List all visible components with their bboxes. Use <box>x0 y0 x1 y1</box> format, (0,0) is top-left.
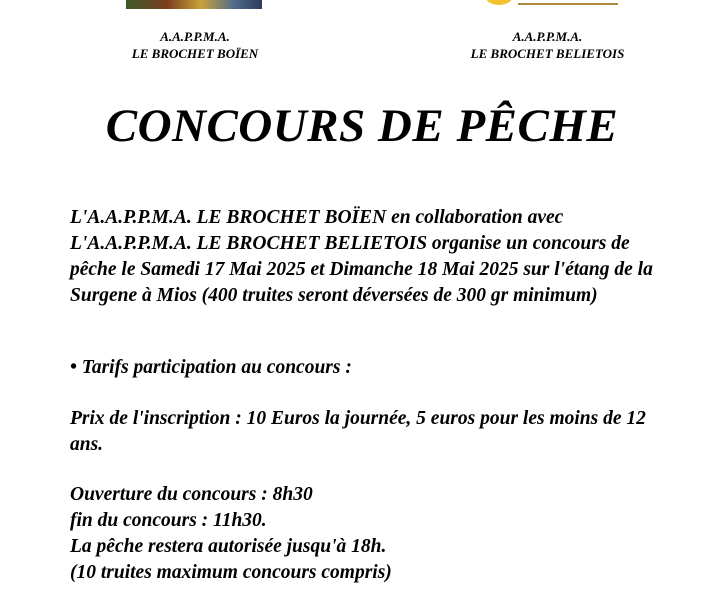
prix-paragraph: Prix de l'inscription : 10 Euros la journée, 5 euros pour les moins de 12 ans. <box>70 408 646 455</box>
association-right <box>445 28 650 62</box>
horaire-fin: fin du concours : 11h30. <box>70 510 267 531</box>
tarifs-heading: • Tarifs participation au concours : <box>70 357 352 378</box>
association-left <box>100 28 290 62</box>
logo-line <box>518 3 618 5</box>
logo-brochet-belietois <box>480 0 625 6</box>
intro-paragraph: L'A.A.P.P.M.A. LE BROCHET BOÏEN en collaboration avec L'A.A.P.P.M.A. LE BROCHET BELIETOIS organise un concours de pêche le Samedi 17 Mai 2025 et Dimanche 18 Mai 2025 sur l'étang de la Surgene à Mios (400 truites seront déversées de 300 gr minimum) <box>70 207 653 306</box>
logo-brochet-boien <box>126 0 262 9</box>
horaire-limite: (10 truites maximum concours compris) <box>70 562 392 583</box>
association-right-acronym: A.A.P.P.M.A. <box>512 29 583 44</box>
page-title: CONCOURS DE PÊCHE <box>105 100 619 152</box>
association-left-name: LE BROCHET BOÏEN <box>131 46 259 61</box>
horaires-block <box>70 482 660 586</box>
logo-emblem <box>486 0 512 5</box>
horaire-ouverture: Ouverture du concours : 8h30 <box>70 484 313 505</box>
association-left-acronym: A.A.P.P.M.A. <box>160 29 230 44</box>
association-right-name: LE BROCHET BELIETOIS <box>470 46 625 61</box>
horaire-peche: La pêche restera autorisée jusqu'à 18h. <box>70 536 387 557</box>
